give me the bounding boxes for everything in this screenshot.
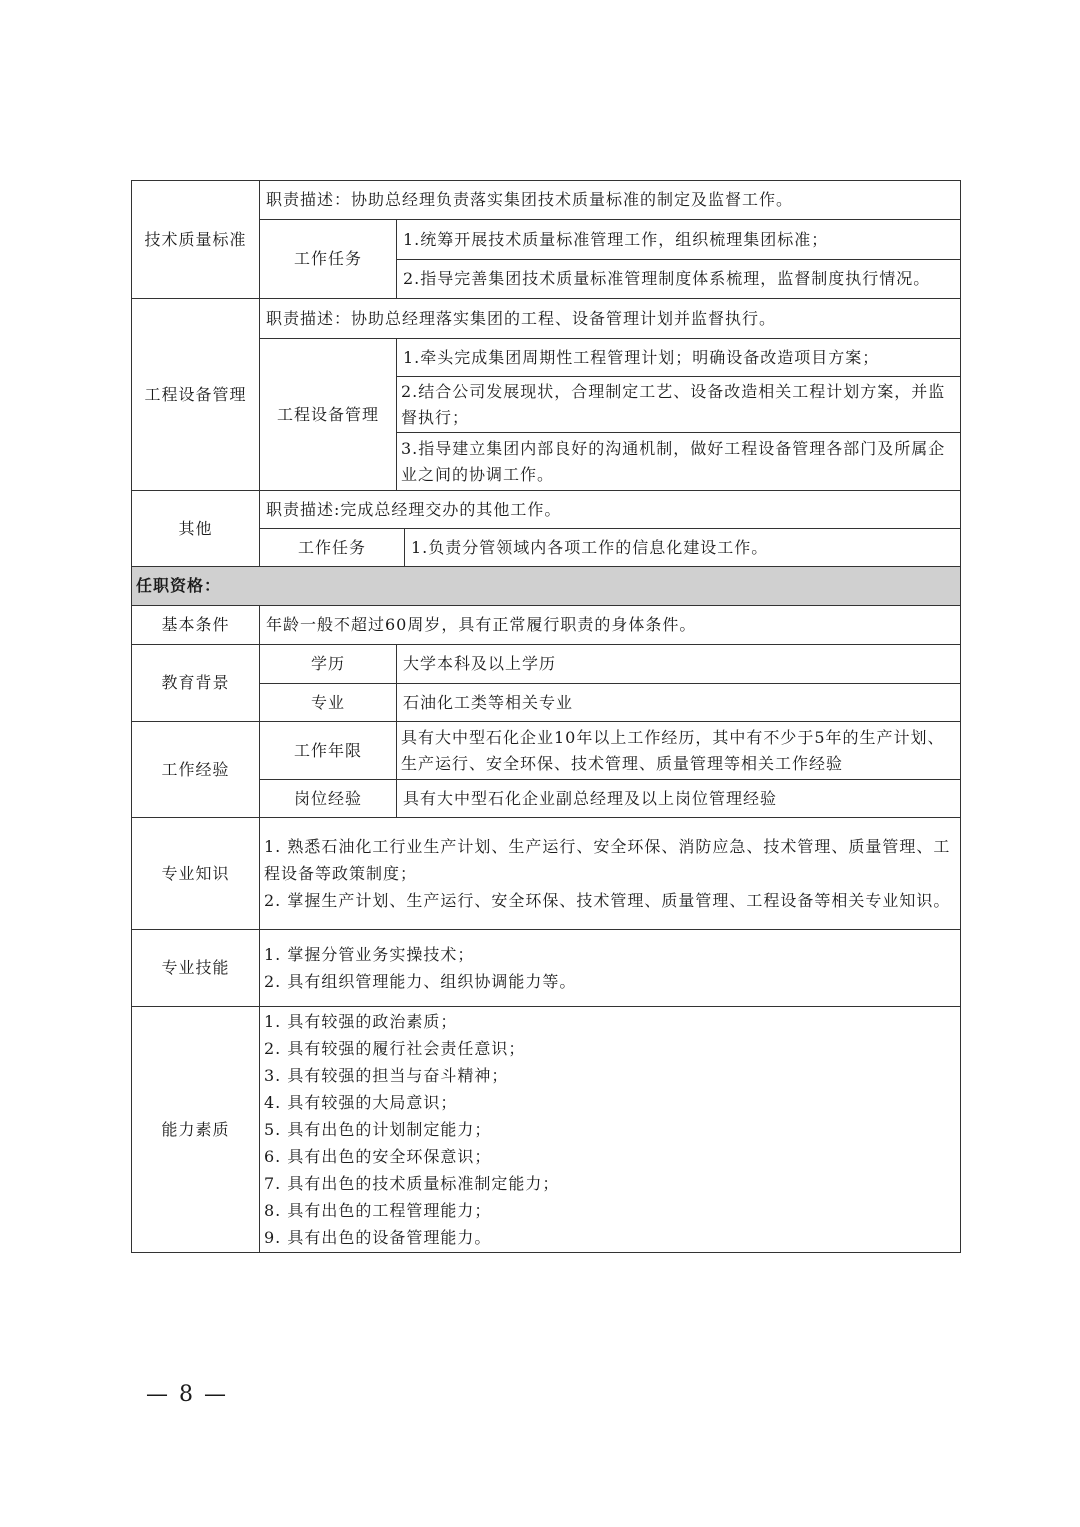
knowledge-list <box>259 817 961 930</box>
ability-item: 8. 具有出色的工程管理能力； <box>264 1201 492 1220</box>
tech-quality-task-2: 2.指导完善集团技术质量标准管理制度体系梳理，监督制度执行情况。 <box>396 259 961 299</box>
knowledge-label: 专业知识 <box>161 863 230 883</box>
skills-item: 2. 具有组织管理能力、组织协调能力等。 <box>264 972 577 991</box>
post-experience-value: 具有大中型石化企业副总经理及以上岗位管理经验 <box>396 779 961 818</box>
other-task-1: 1.负责分管领域内各项工作的信息化建设工作。 <box>404 528 961 567</box>
ability-item: 3. 具有较强的担当与奋斗精神； <box>264 1066 509 1085</box>
ability-item: 2. 具有较强的履行社会责任意识； <box>264 1039 526 1058</box>
degree-value: 大学本科及以上学历 <box>396 644 961 684</box>
other-description: 职责描述:完成总经理交办的其他工作。 <box>259 490 961 529</box>
row-label-knowledge <box>131 817 260 930</box>
engineering-task-3: 3.指导建立集团内部良好的沟通机制，做好工程设备管理各部门及所属企业之间的协调工作。 <box>396 432 961 491</box>
skills-item: 1. 掌握分管业务实操技术； <box>264 945 475 964</box>
ability-item: 1. 具有较强的政治素质； <box>264 1012 458 1031</box>
ability-item: 9. 具有出色的设备管理能力。 <box>264 1228 492 1247</box>
work-years-value: 具有大中型石化企业10年以上工作经历，其中有不少于5年的生产计划、生产运行、安全环保、技术管理、质量管理等相关工作经验 <box>396 721 961 780</box>
tech-quality-task-1: 1.统筹开展技术质量标准管理工作，组织梳理集团标准； <box>396 219 961 260</box>
row-label-skills: 专业技能 <box>131 929 260 1007</box>
ability-item: 5. 具有出色的计划制定能力； <box>264 1120 492 1139</box>
qualifications-section-header: 任职资格： <box>131 566 961 606</box>
engineering-description: 职责描述：协助总经理落实集团的工程、设备管理计划并监督执行。 <box>259 298 961 339</box>
ability-item: 7. 具有出色的技术质量标准制定能力； <box>264 1174 560 1193</box>
row-label-education: 教育背景 <box>131 644 260 722</box>
engineering-task-2: 2.结合公司发展现状，合理制定工艺、设备改造相关工程计划方案，并监督执行； <box>396 376 961 433</box>
knowledge-item: 1. 熟悉石油化工行业生产计划、生产运行、安全环保、消防应急、技术管理、质量管理、工程设备等政策制度； <box>264 837 951 883</box>
row-label-basic: 基本条件 <box>131 605 260 645</box>
degree-label: 学历 <box>259 644 397 684</box>
major-value: 石油化工类等相关专业 <box>396 683 961 722</box>
knowledge-item: 2. 掌握生产计划、生产运行、安全环保、技术管理、质量管理、工程设备等相关专业知识。 <box>264 891 951 910</box>
other-task-label: 工作任务 <box>259 528 405 567</box>
ability-item: 4. 具有较强的大局意识； <box>264 1093 458 1112</box>
tech-quality-task-label: 工作任务 <box>259 219 397 299</box>
row-label-tech-quality: 技术质量标准 <box>131 180 260 299</box>
major-label: 专业 <box>259 683 397 722</box>
basic-value: 年龄一般不超过60周岁，具有正常履行职责的身体条件。 <box>259 605 961 645</box>
skills-list <box>259 929 961 1007</box>
ability-item: 6. 具有出色的安全环保意识； <box>264 1147 492 1166</box>
post-experience-label: 岗位经验 <box>259 779 397 818</box>
engineering-task-1: 1.牵头完成集团周期性工程管理计划；明确设备改造项目方案； <box>396 338 961 377</box>
page-number: — 8 — <box>146 1382 228 1407</box>
work-years-label: 工作年限 <box>259 721 397 780</box>
row-label-engineering: 工程设备管理 <box>131 298 260 491</box>
tech-quality-description: 职责描述：协助总经理负责落实集团技术质量标准的制定及监督工作。 <box>259 180 961 220</box>
engineering-task-label: 工程设备管理 <box>259 338 397 491</box>
row-label-other: 其他 <box>131 490 260 567</box>
ability-list <box>259 1006 961 1253</box>
row-label-ability: 能力素质 <box>131 1006 260 1253</box>
row-label-experience: 工作经验 <box>131 721 260 818</box>
